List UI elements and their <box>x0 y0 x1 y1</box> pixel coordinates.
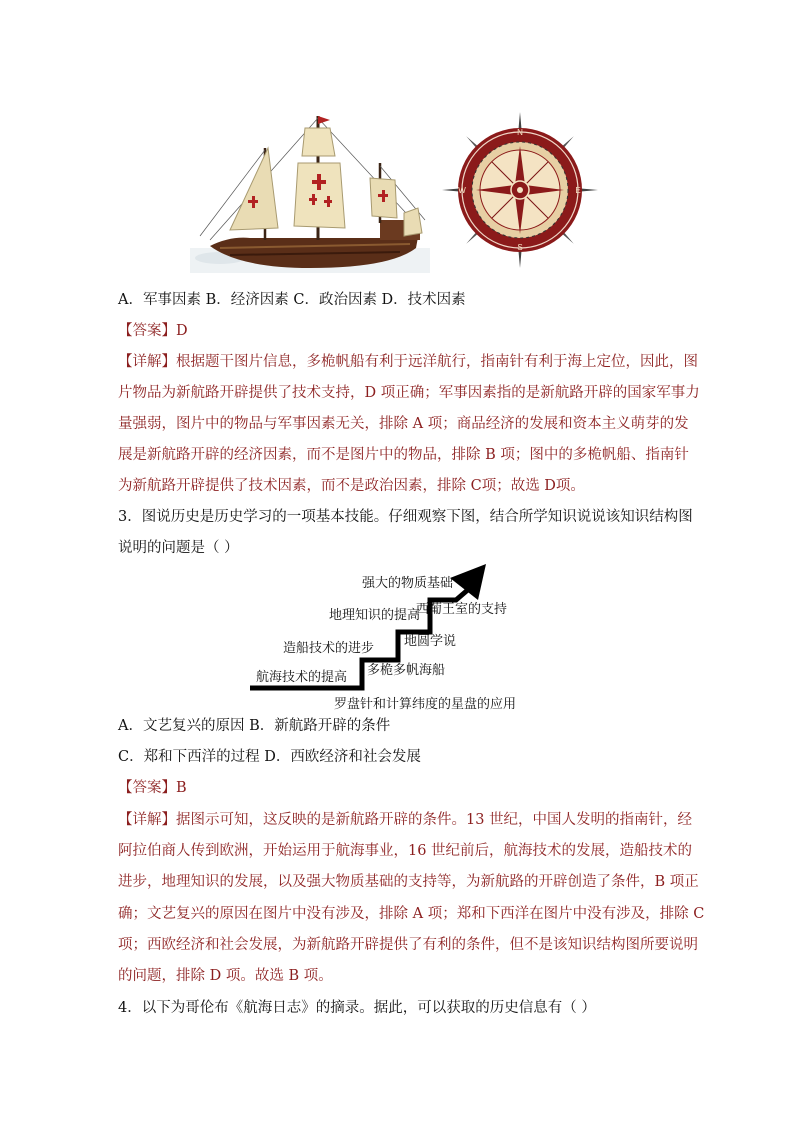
compass-e-letter: E <box>575 186 581 195</box>
answer-value: D <box>176 323 188 339</box>
q2-explain-line: 量强弱，图片中的物品与军事因素无关，排除 A 项；商品经济的发展和资本主义萌芽的发 <box>118 416 689 432</box>
compass-n-letter: N <box>517 128 523 137</box>
q2-options: A．军事因素 B．经济因素 C．政治因素 D．技术因素 <box>118 292 466 308</box>
q3-explain-line: 【详解】据图示可知，这反映的是新航路开辟的条件。13 世纪，中国人发明的指南针，经 <box>118 812 693 828</box>
answer-tag: 【答案】 <box>118 780 176 796</box>
diagram-left-label: 航海技术的提高 <box>256 670 348 685</box>
staircase-diagram <box>250 560 540 712</box>
diagram-left-label: 造船技术的进步 <box>283 641 375 656</box>
answer-tag: 【答案】 <box>118 323 176 339</box>
answer-value: B <box>176 780 187 796</box>
explain-tag: 【详解】 <box>118 354 176 370</box>
q2-explain-line: 片物品为新航路开辟提供了技术支持，D 项正确；军事因素指的是新航路开辟的国家军事力 <box>118 385 700 401</box>
q2-answer <box>118 321 188 341</box>
diagram-right-label: 地圆学说 <box>404 634 457 649</box>
q3-stem-line: 说明的问题是（ ） <box>118 540 239 556</box>
q3-answer <box>118 778 187 798</box>
diagram-right-label: 西葡王室的支持 <box>416 602 508 617</box>
q3-explain-line: 项；西欧经济和社会发展，为新航路开辟提供了有利的条件，但不是该知识结构图所要说明 <box>118 937 698 953</box>
compass-w-letter: W <box>458 186 466 195</box>
q3-stem-line: 3．图说历史是历史学习的一项基本技能。仔细观察下图，结合所学知识说说该知识结构图 <box>118 509 693 525</box>
diagram-right-label: 多桅多帆海船 <box>367 663 446 678</box>
q3-explain-line: 的问题，排除 D 项。故选 B 项。 <box>118 968 333 984</box>
explain-tag: 【详解】 <box>118 812 176 828</box>
q4-stem: 4．以下为哥伦布《航海日志》的摘录。据此，可以获取的历史信息有（ ） <box>118 1000 596 1016</box>
q2-explain-line: 展是新航路开辟的经济因素，而不是图片中的物品，排除 B 项；图中的多桅帆船、指南针 <box>118 447 689 463</box>
q2-explain-line: 【详解】根据题干图片信息，多桅帆船有利于远洋航行，指南针有利于海上定位，因此，图 <box>118 354 698 370</box>
q3-options-line: C．郑和下西洋的过程 D．西欧经济和社会发展 <box>118 749 421 765</box>
ship-image <box>190 108 430 273</box>
q3-explain-line: 进步，地理知识的发展，以及强大物质基础的支持等，为新航路的开辟创造了条件，B 项正 <box>118 874 699 890</box>
q3-options-line: A．文艺复兴的原因 B．新航路开辟的条件 <box>118 718 391 734</box>
diagram-left-label: 强大的物质基础 <box>362 576 454 591</box>
compass-rose-image <box>438 108 602 272</box>
q3-explain-line: 阿拉伯商人传到欧洲，开始运用于航海事业，16 世纪前后，航海技术的发展，造船技术的 <box>118 843 693 859</box>
compass-s-letter: S <box>517 243 523 252</box>
diagram-left-label: 地理知识的提高 <box>329 608 421 623</box>
diagram-right-label: 罗盘针和计算纬度的星盘的应用 <box>334 697 517 712</box>
q3-explain-line: 确；文艺复兴的原因在图片中没有涉及，排除 A 项；郑和下西洋在图片中没有涉及，排除 C <box>118 906 705 922</box>
q2-explain-line: 为新航路开辟提供了技术因素，而不是政治因素，排除 C项；故选 D项。 <box>118 478 585 494</box>
